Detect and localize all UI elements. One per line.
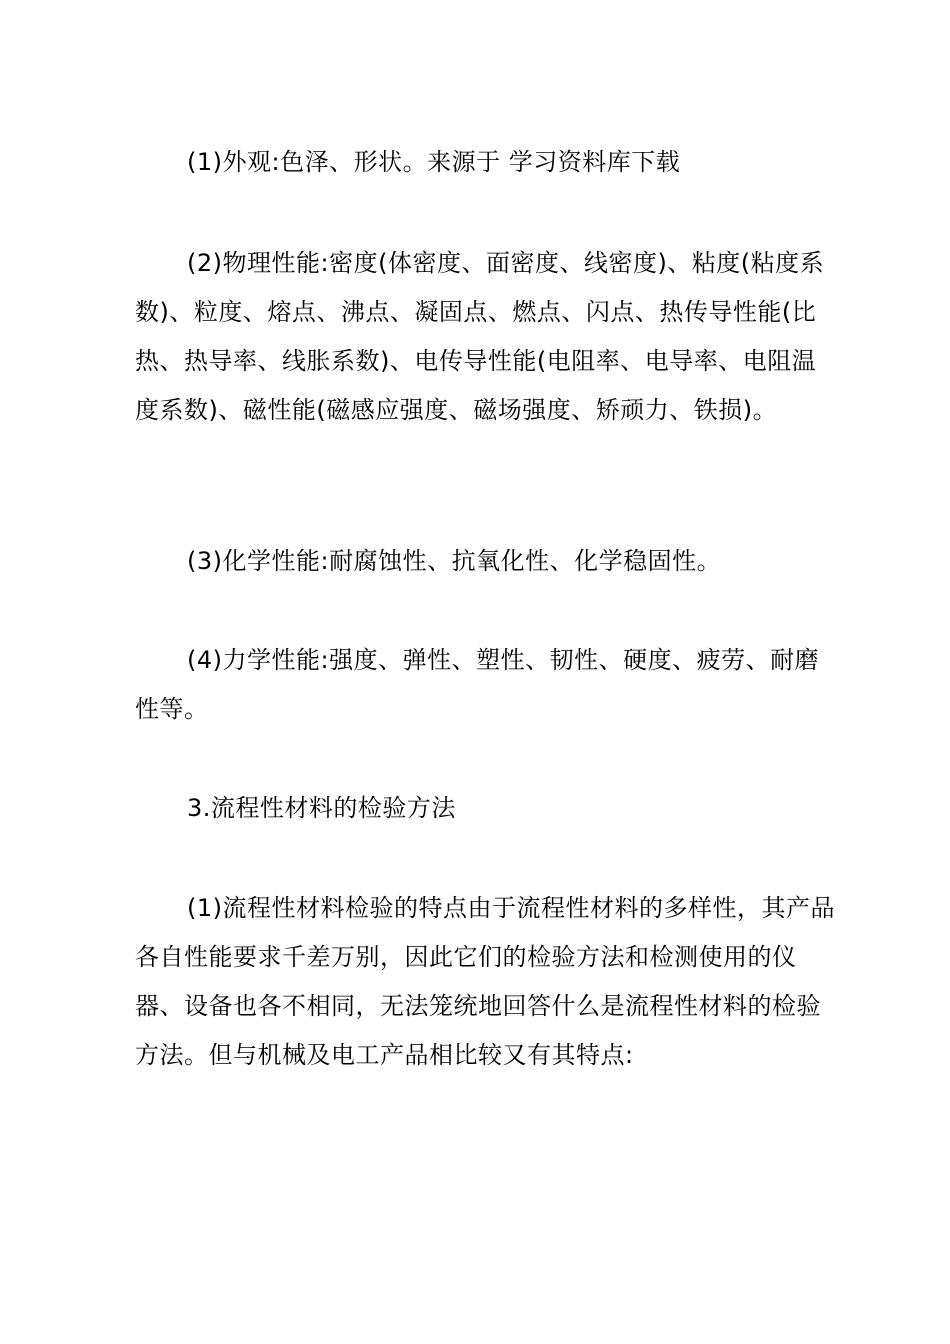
section-heading-inspection-methods: 3.流程性材料的检验方法 [187,794,456,822]
paragraph-mechanical-properties: (4)力学性能:强度、弹性、塑性、韧性、硬度、疲劳、耐磨性等。 [135,646,820,723]
paragraph-appearance: (1)外观:色泽、形状。来源于 学习资料库下载 [187,148,681,176]
paragraph-chemical-properties: (3)化学性能:耐腐蚀性、抗氧化性、化学稳固性。 [187,547,722,575]
paragraph-physical-properties: (2)物理性能:密度(体密度、面密度、线密度)、粘度(粘度系数)、粒度、熔点、沸点、凝固点、燃点、闪点、热传导性能(比热、热导率、线胀系数)、电传导性能(电阻率、电导率、电阻温度系数)、磁性能(磁感应强度、磁场强度、矫顽力、铁损)。 [135,249,825,424]
paragraph-inspection-characteristics: (1)流程性材料检验的特点由于流程性材料的多样性，其产品各自性能要求千差万别，因此它们的检验方法和检测使用的仪器、设备也各不相同，无法笼统地回答什么是流程性材料的检验方法。但与机械及电工产品相比较又有其特点: [135,894,835,1069]
